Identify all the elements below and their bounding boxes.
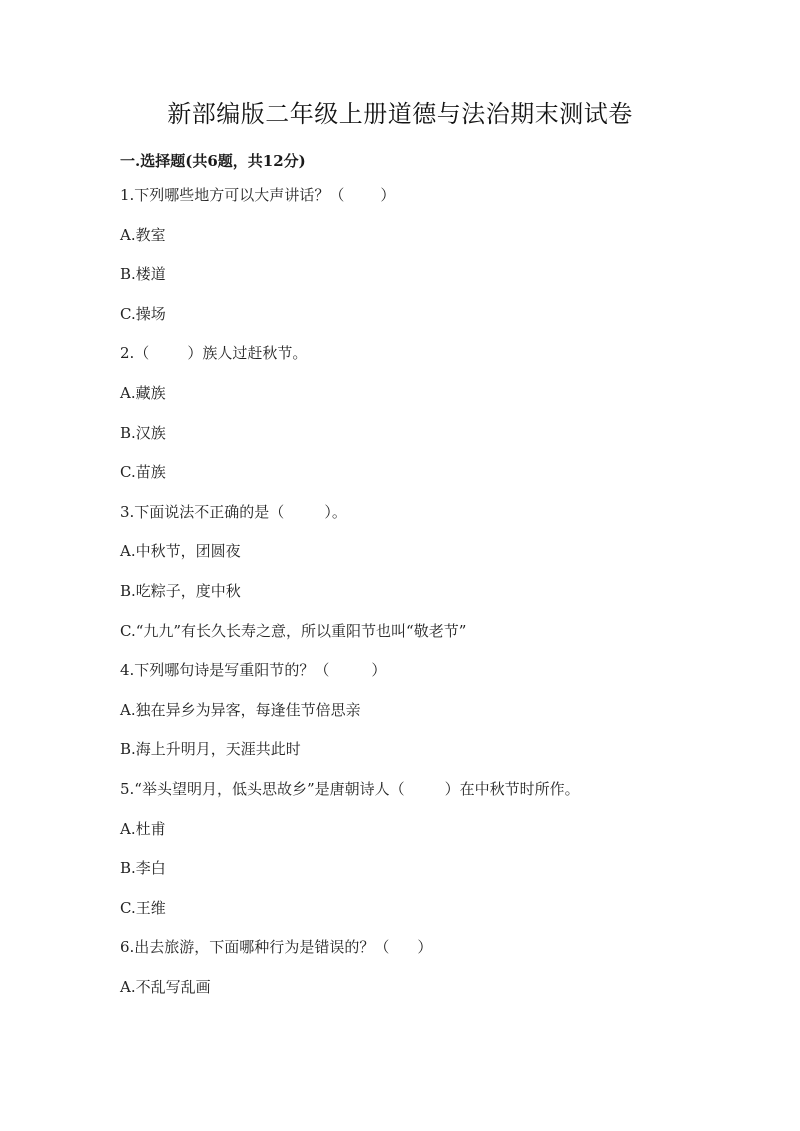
option-2c: C.苗族 xyxy=(120,463,166,482)
question-text-end: ）族人过赶秋节。 xyxy=(187,344,308,363)
option-3c: C.“九九”有长久长寿之意，所以重阳节也叫“敬老节” xyxy=(120,621,467,640)
option-3b: B.吃粽子，度中秋 xyxy=(120,581,241,600)
question-text: 4.下列哪句诗是写重阳节的？（ xyxy=(120,661,330,680)
page-title: 新部编版二年级上册道德与法治期末测试卷 xyxy=(167,100,633,128)
question-text: 1.下列哪些地方可以大声讲话？（ xyxy=(120,186,345,204)
question-text-end: ）在中秋节时所作。 xyxy=(444,779,580,798)
question-5 xyxy=(120,780,740,799)
option-1b: B.楼道 xyxy=(120,265,166,284)
question-6 xyxy=(120,938,740,957)
question-list xyxy=(120,186,740,1017)
question-text: 2.（ xyxy=(120,344,150,363)
option-2a: A.藏族 xyxy=(120,383,166,402)
option-3a: A.中秋节，团圆夜 xyxy=(120,542,241,561)
question-text-end: ） xyxy=(380,186,396,204)
option-4a: A.独在异乡为异客，每逢佳节倍思亲 xyxy=(120,700,361,719)
question-text-end: ） xyxy=(371,661,387,680)
question-text-end: ）。 xyxy=(324,502,347,521)
option-2b: B.汉族 xyxy=(120,423,166,442)
question-text: 3.下面说法不正确的是（ xyxy=(120,502,285,521)
question-1 xyxy=(120,186,740,205)
question-text: 5.“举头望明月，低头思故乡”是唐朝诗人（ xyxy=(120,779,405,798)
question-3 xyxy=(120,503,740,522)
option-4b: B.海上升明月，天涯共此时 xyxy=(120,740,301,759)
question-text-end: ） xyxy=(417,938,433,957)
option-5c: C.王维 xyxy=(120,898,166,917)
section-heading: 一.选择题(共6题，共12分) xyxy=(120,152,306,170)
option-1a: A.教室 xyxy=(120,225,166,244)
option-1c: C.操场 xyxy=(120,304,166,323)
question-2 xyxy=(120,344,740,363)
question-4 xyxy=(120,661,740,680)
question-text: 6.出去旅游，下面哪种行为是错误的？（ xyxy=(120,938,390,957)
option-6a: A.不乱写乱画 xyxy=(120,977,211,996)
option-5a: A.杜甫 xyxy=(120,819,166,838)
option-5b: B.李白 xyxy=(120,859,166,878)
